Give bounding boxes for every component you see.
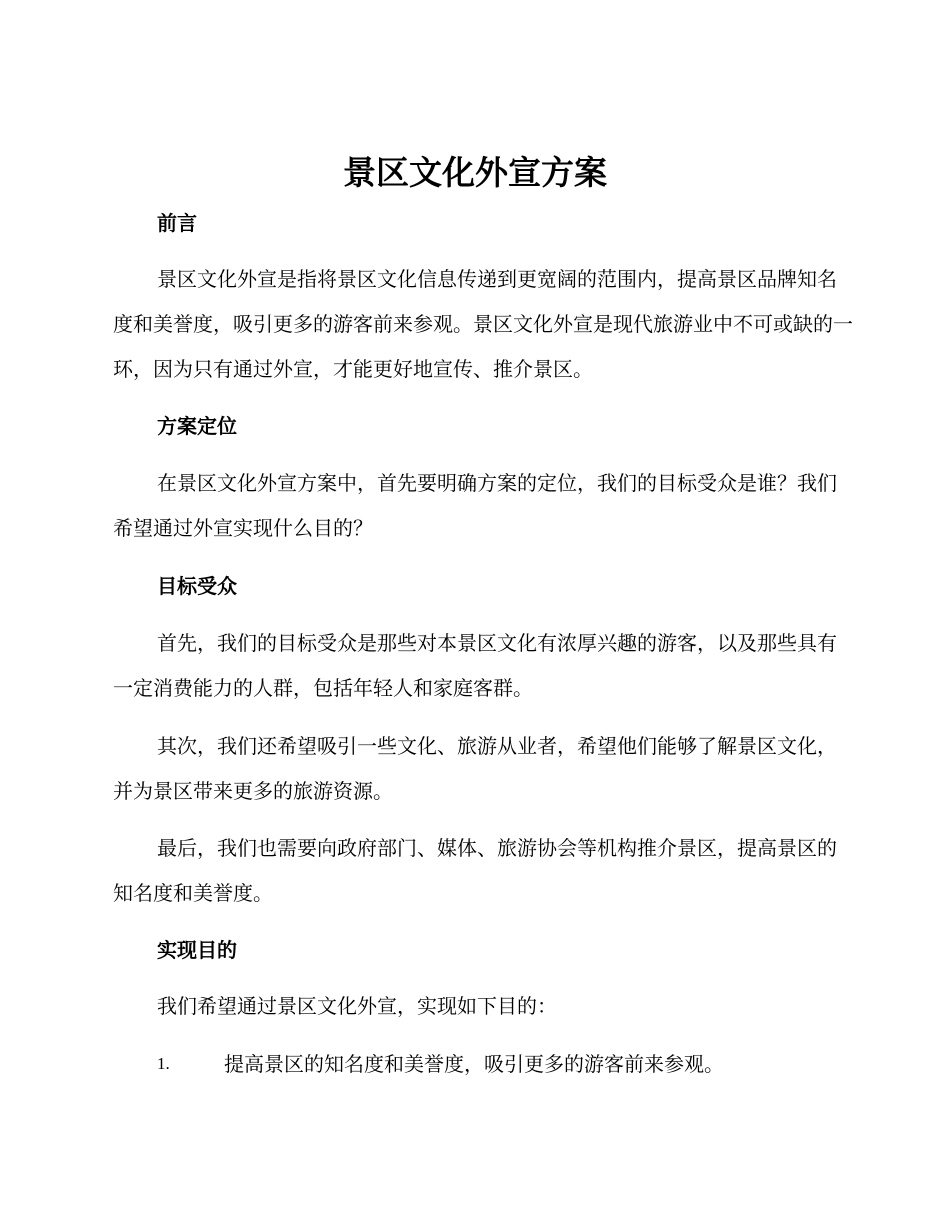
document-title: 景区文化外宣方案	[343, 153, 607, 192]
paragraph-audience-third: 最后，我们也需要向政府部门、媒体、旅游协会等机构推介景区，提高景区的知名度和美誉度。	[113, 836, 837, 905]
paragraph-audience-first: 首先，我们的目标受众是那些对本景区文化有浓厚兴趣的游客，以及那些具有一定消费能力的人群，包括年轻人和家庭客群。	[113, 631, 837, 700]
paragraph-audience-second: 其次，我们还希望吸引一些文化、旅游从业者，希望他们能够了解景区文化，并为景区带来更多的旅游资源。	[113, 734, 837, 803]
paragraph-goals-intro: 我们希望通过景区文化外宣，实现如下目的：	[157, 994, 557, 1018]
section-heading-positioning: 方案定位	[157, 414, 237, 438]
list-item-text: 提高景区的知名度和美誉度，吸引更多的游客前来参观。	[224, 1052, 724, 1076]
section-heading-preface: 前言	[157, 211, 197, 235]
paragraph-positioning: 在景区文化外宣方案中，首先要明确方案的定位，我们的目标受众是谁？我们希望通过外宣实现什么目的？	[113, 471, 837, 540]
list-item-number: 1.	[157, 1054, 170, 1073]
paragraph-preface: 景区文化外宣是指将景区文化信息传递到更宽阔的范围内，提高景区品牌知名度和美誉度，吸引更多的游客前来参观。景区文化外宣是现代旅游业中不可或缺的一环，因为只有通过外宣，才能更好地宣传、推介景区。	[113, 267, 853, 381]
section-heading-goals: 实现目的	[157, 938, 237, 962]
section-heading-target-audience: 目标受众	[157, 574, 237, 598]
